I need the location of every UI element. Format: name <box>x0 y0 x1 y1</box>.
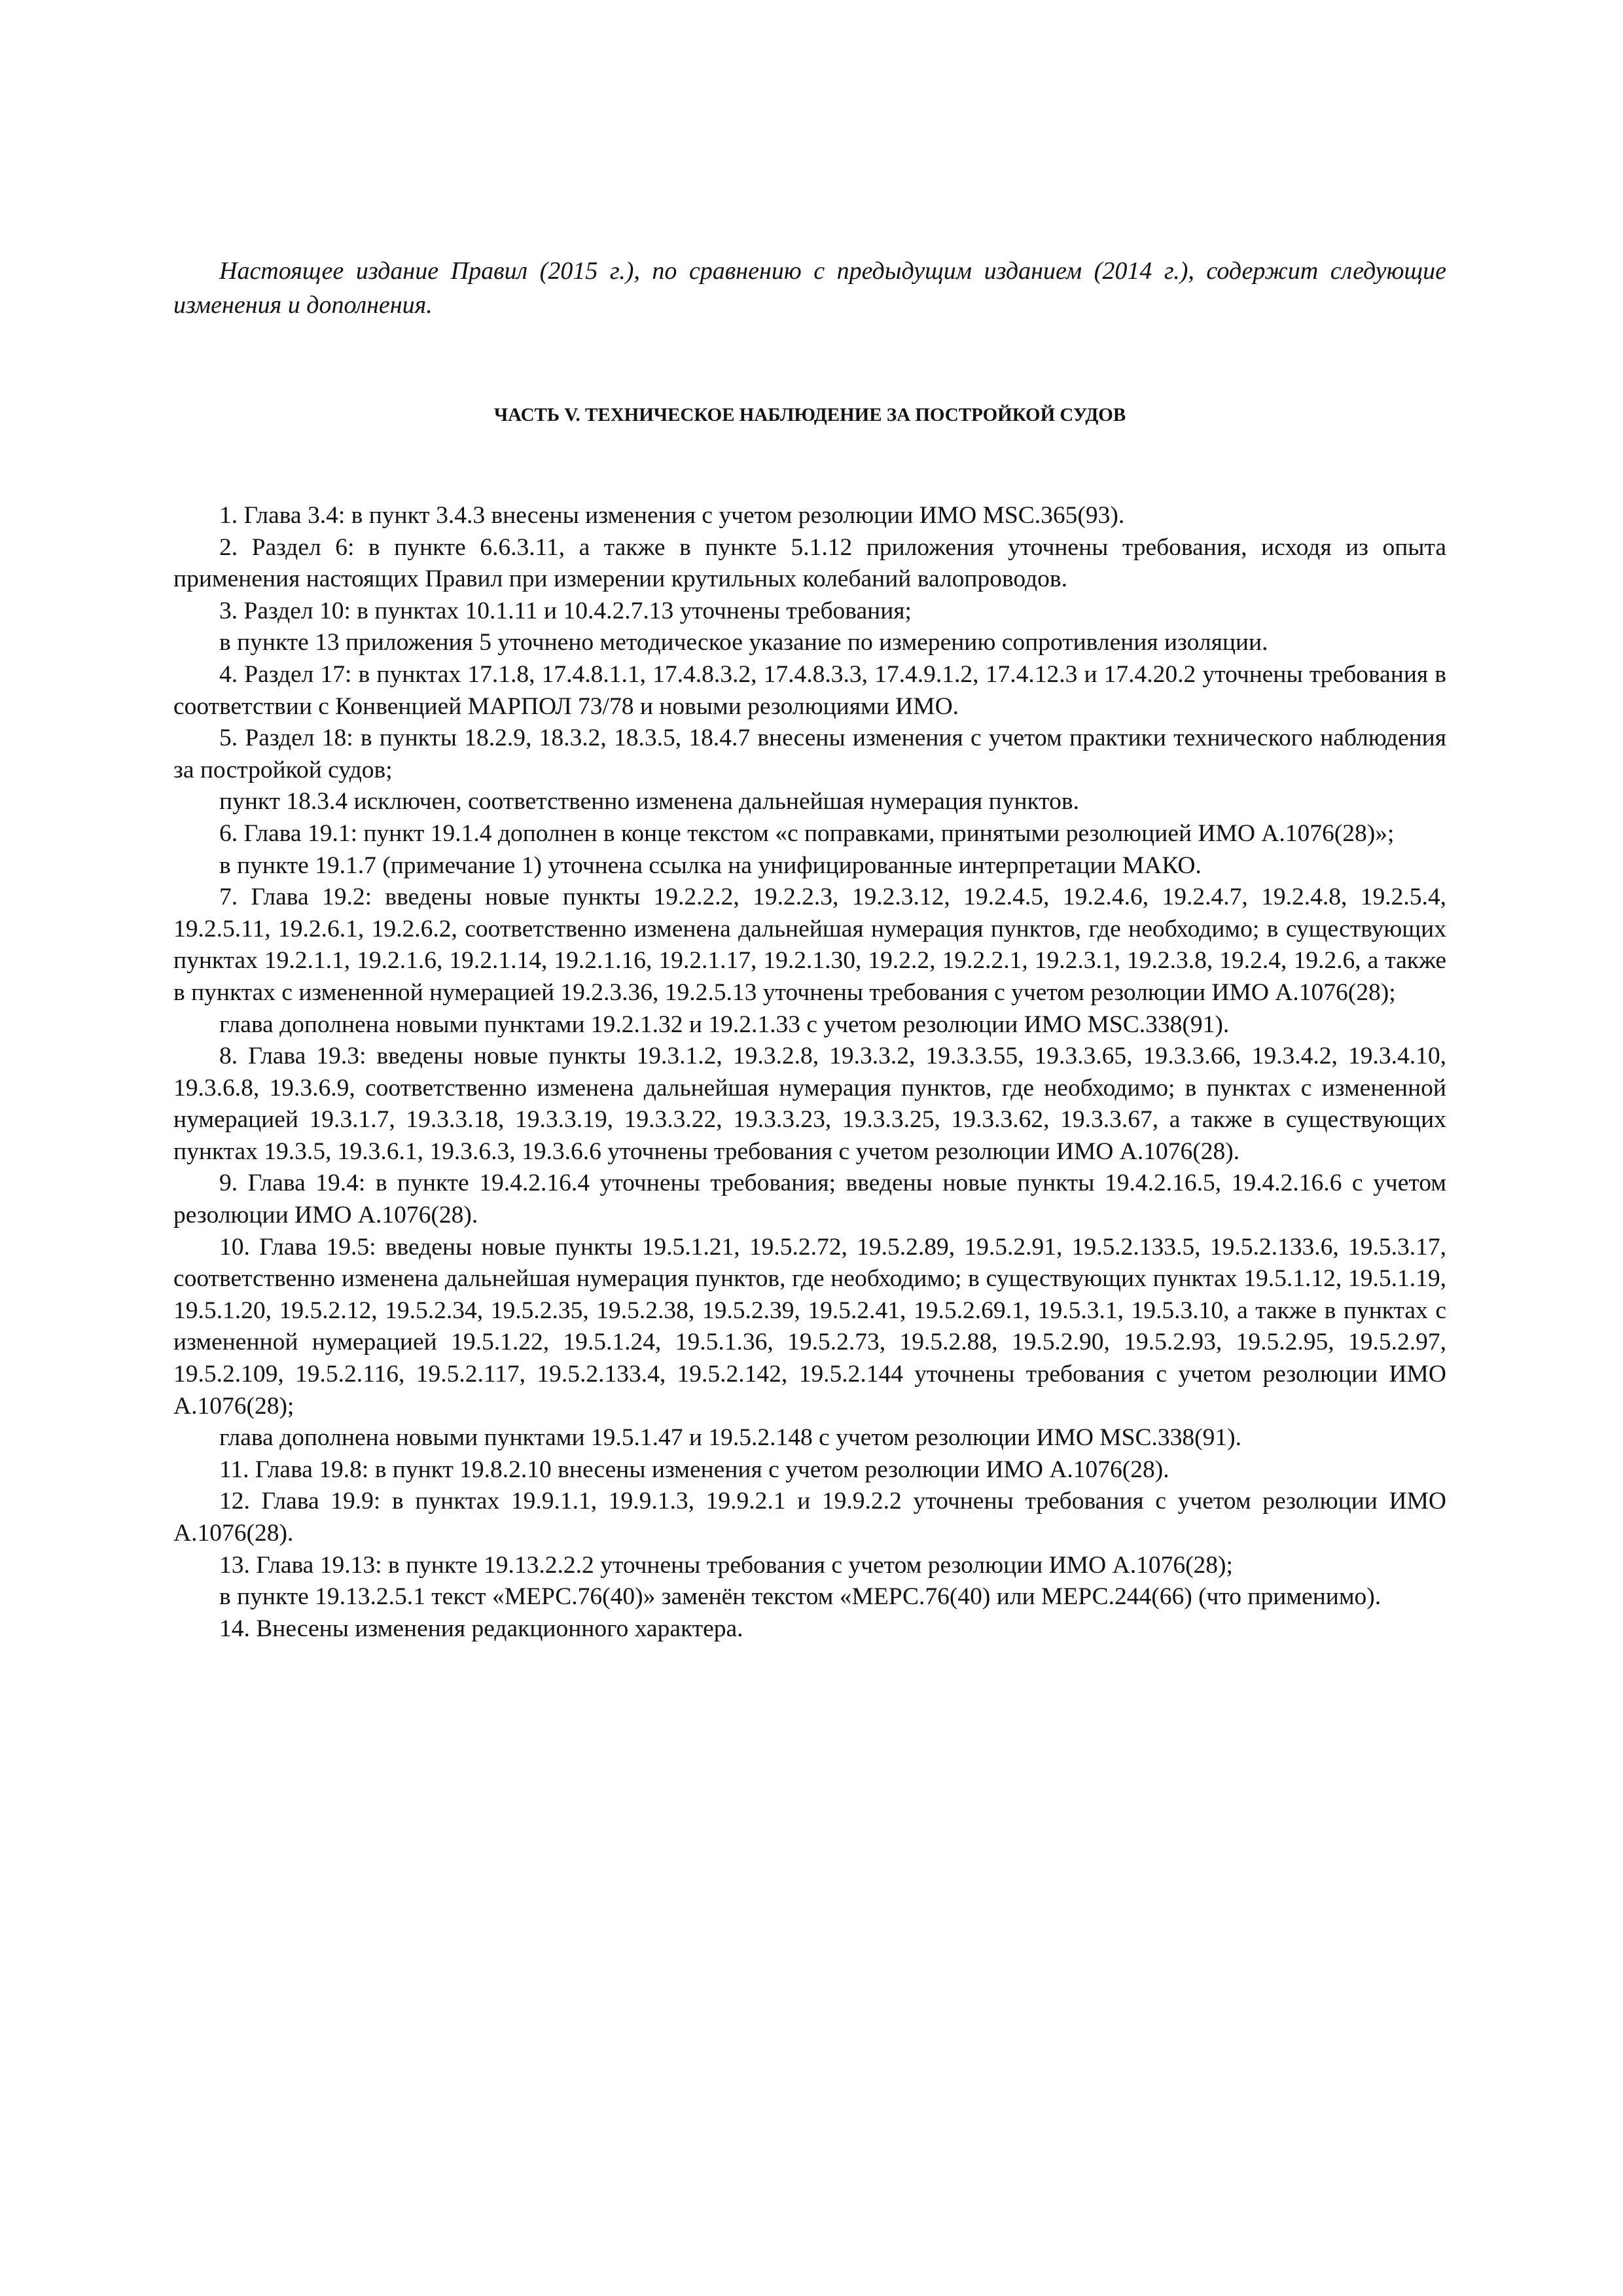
item-number: 8. <box>219 1043 238 1070</box>
item-number: 4. <box>219 660 238 688</box>
item-text: Глава 19.2: введены новые пункты 19.2.2.2, 19.2.2.3, 19.2.3.12, 19.2.4.5, 19.2.4.6, 19.2.4.7, 19.2.4.8, 19.2.5.4, 19.2.5.11, 19.2.6.1, 19.2.6.2, соответственно изменена дальнейшая нумерация пунктов, где необходимо; в существующих пунктах 19.2.1.1, 19.2.1.6, 19.2.1.14, 19.2.1.16, 19.2.1.17, 19.2.1.30, 19.2.2, 19.2.2.1, 19.2.3.1, 19.2.3.8, 19.2.4, 19.2.6, а также в пунктах с измененной нумерацией 19.2.3.36, 19.2.5.13 уточнены требования с учетом резолюции ИМО A.1076(28); <box>173 884 1447 1006</box>
change-item <box>173 1168 1446 1231</box>
item-text: пункт 18.3.4 исключен, соответственно изменена дальнейшая нумерация пунктов. <box>219 788 1080 816</box>
item-text: Глава 19.4: в пункте 19.4.2.16.4 уточнены требования; введены новые пункты 19.4.2.16.5, 19.4.2.16.6 с учетом резолюции ИМО A.1076(28). <box>173 1170 1447 1229</box>
change-item <box>173 596 1446 628</box>
change-item <box>173 1486 1446 1549</box>
change-item <box>173 1550 1446 1582</box>
item-number: 11. <box>219 1456 249 1483</box>
item-text: Внесены изменения редакционного характера. <box>256 1615 743 1642</box>
item-text: Раздел 17: в пунктах 17.1.8, 17.4.8.1.1, 17.4.8.3.2, 17.4.8.3.3, 17.4.9.1.2, 17.4.12.3 и 17.4.20.2 уточнены требования в соответствии с Конвенцией МАРПОЛ 73/78 и новыми резолюциями ИМО. <box>173 660 1446 720</box>
item-text: Глава 3.4: в пункт 3.4.3 внесены изменения с учетом резолюции ИМО MSC.365(93). <box>243 502 1125 529</box>
item-text: в пункте 19.1.7 (примечание 1) уточнена ссылка на унифицированные интерпретации МАКО. <box>219 852 1202 879</box>
item-text: Глава 19.5: введены новые пункты 19.5.1.21, 19.5.2.72, 19.5.2.89, 19.5.2.91, 19.5.2.133.5, 19.5.2.133.6, 19.5.3.17, соответственно изменена дальнейшая нумерация пунктов, где необходимо; в существующих пунктах 19.5.1.12, 19.5.1.19, 19.5.1.20, 19.5.2.12, 19.5.2.34, 19.5.2.35, 19.5.2.38, 19.5.2.39, 19.5.2.41, 19.5.2.69.1, 19.5.3.1, 19.5.3.10, а также в пунктах с измененной нумерацией 19.5.1.22, 19.5.1.24, 19.5.1.36, 19.5.2.73, 19.5.2.88, 19.5.2.90, 19.5.2.93, 19.5.2.95, 19.5.2.97, 19.5.2.109, 19.5.2.116, 19.5.2.117, 19.5.2.133.4, 19.5.2.142, 19.5.2.144 уточнены требования с учетом резолюции ИМО A.1076(28); <box>173 1233 1446 1420</box>
item-number: 7. <box>219 884 238 911</box>
item-text: Глава 19.3: введены новые пункты 19.3.1.2, 19.3.2.8, 19.3.3.2, 19.3.3.55, 19.3.3.65, 19.3.3.66, 19.3.4.2, 19.3.4.10, 19.3.6.8, 19.3.6.9, соответственно изменена дальнейшая нумерация пунктов, где необходимо; в пунктах с измененной нумерацией 19.3.1.7, 19.3.3.18, 19.3.3.19, 19.3.3.22, 19.3.3.23, 19.3.3.25, 19.3.3.62, 19.3.3.67, а также в существующих пунктах 19.3.5, 19.3.6.1, 19.3.6.3, 19.3.6.6 уточнены требования с учетом резолюции ИМО A.1076(28). <box>173 1043 1447 1165</box>
changes-list <box>173 500 1446 1645</box>
document-body <box>173 254 1446 1645</box>
item-number: 9. <box>219 1170 238 1197</box>
item-text: в пункте 13 приложения 5 уточнено методическое указание по измерению сопротивления изоляции. <box>219 629 1268 656</box>
change-item-continuation <box>173 1009 1446 1041</box>
change-item <box>173 1041 1446 1168</box>
item-text: Глава 19.13: в пункте 19.13.2.2.2 уточнены требования с учетом резолюции ИМО A.1076(28); <box>256 1551 1233 1579</box>
change-item <box>173 723 1446 786</box>
item-number: 6. <box>219 819 238 847</box>
change-item <box>173 1232 1446 1423</box>
change-item-continuation <box>173 850 1446 882</box>
change-item-continuation <box>173 1422 1446 1454</box>
item-number: 5. <box>219 725 238 752</box>
change-item <box>173 500 1446 532</box>
item-text: Раздел 18: в пункты 18.2.9, 18.3.2, 18.3.5, 18.4.7 внесены изменения с учетом практики технического наблюдения за постройкой судов; <box>173 725 1446 783</box>
item-text: Глава 19.9: в пунктах 19.9.1.1, 19.9.1.3, 19.9.2.1 и 19.9.2.2 уточнены требования с учетом резолюции ИМО A.1076(28). <box>173 1488 1447 1547</box>
change-item <box>173 1454 1446 1486</box>
item-text: глава дополнена новыми пунктами 19.5.1.47 и 19.5.2.148 с учетом резолюции ИМО MSC.338(91). <box>219 1424 1241 1452</box>
item-number: 13. <box>219 1551 250 1579</box>
change-item <box>173 882 1446 1009</box>
item-text: в пункте 19.13.2.5.1 текст «МЕРС.76(40)» заменён текстом «МЕРС.76(40) или МЕРС.244(66) (что применимо). <box>219 1583 1382 1611</box>
change-item <box>173 818 1446 850</box>
change-item <box>173 1613 1446 1645</box>
change-item-continuation <box>173 1581 1446 1613</box>
item-number: 3. <box>219 597 238 624</box>
item-text: Глава 19.1: пункт 19.1.4 дополнен в конце текстом «с поправками, принятыми резолюцией ИМО A.1076(28)»; <box>243 819 1395 847</box>
item-text: глава дополнена новыми пунктами 19.2.1.32 и 19.2.1.33 с учетом резолюции ИМО MSC.338(91). <box>219 1011 1230 1038</box>
change-item-continuation <box>173 627 1446 659</box>
change-item <box>173 659 1446 723</box>
item-text: Раздел 6: в пункте 6.6.3.11, а также в пункте 5.1.12 приложения уточнены требования, исходя из опыта применения настоящих Правил при измерении крутильных колебаний валопроводов. <box>173 533 1446 593</box>
item-text: Раздел 10: в пунктах 10.1.11 и 10.4.2.7.13 уточнены требования; <box>243 597 912 624</box>
item-number: 1. <box>219 502 238 529</box>
intro-paragraph: Настоящее издание Правил (2015 г.), по сравнению с предыдущим изданием (2014 г.), содержит следующие изменения и дополнения. <box>173 257 1446 319</box>
item-text: Глава 19.8: в пункт 19.8.2.10 внесены изменения с учетом резолюции ИМО A.1076(28). <box>255 1456 1169 1483</box>
change-item-continuation <box>173 786 1446 818</box>
item-number: 10. <box>219 1233 250 1261</box>
item-number: 14. <box>219 1615 250 1642</box>
item-number: 12. <box>219 1488 250 1515</box>
change-item <box>173 532 1446 596</box>
item-number: 2. <box>219 533 238 561</box>
part-heading: ЧАСТЬ V. ТЕХНИЧЕСКОЕ НАБЛЮДЕНИЕ ЗА ПОСТРОЙКОЙ СУДОВ <box>493 404 1126 425</box>
